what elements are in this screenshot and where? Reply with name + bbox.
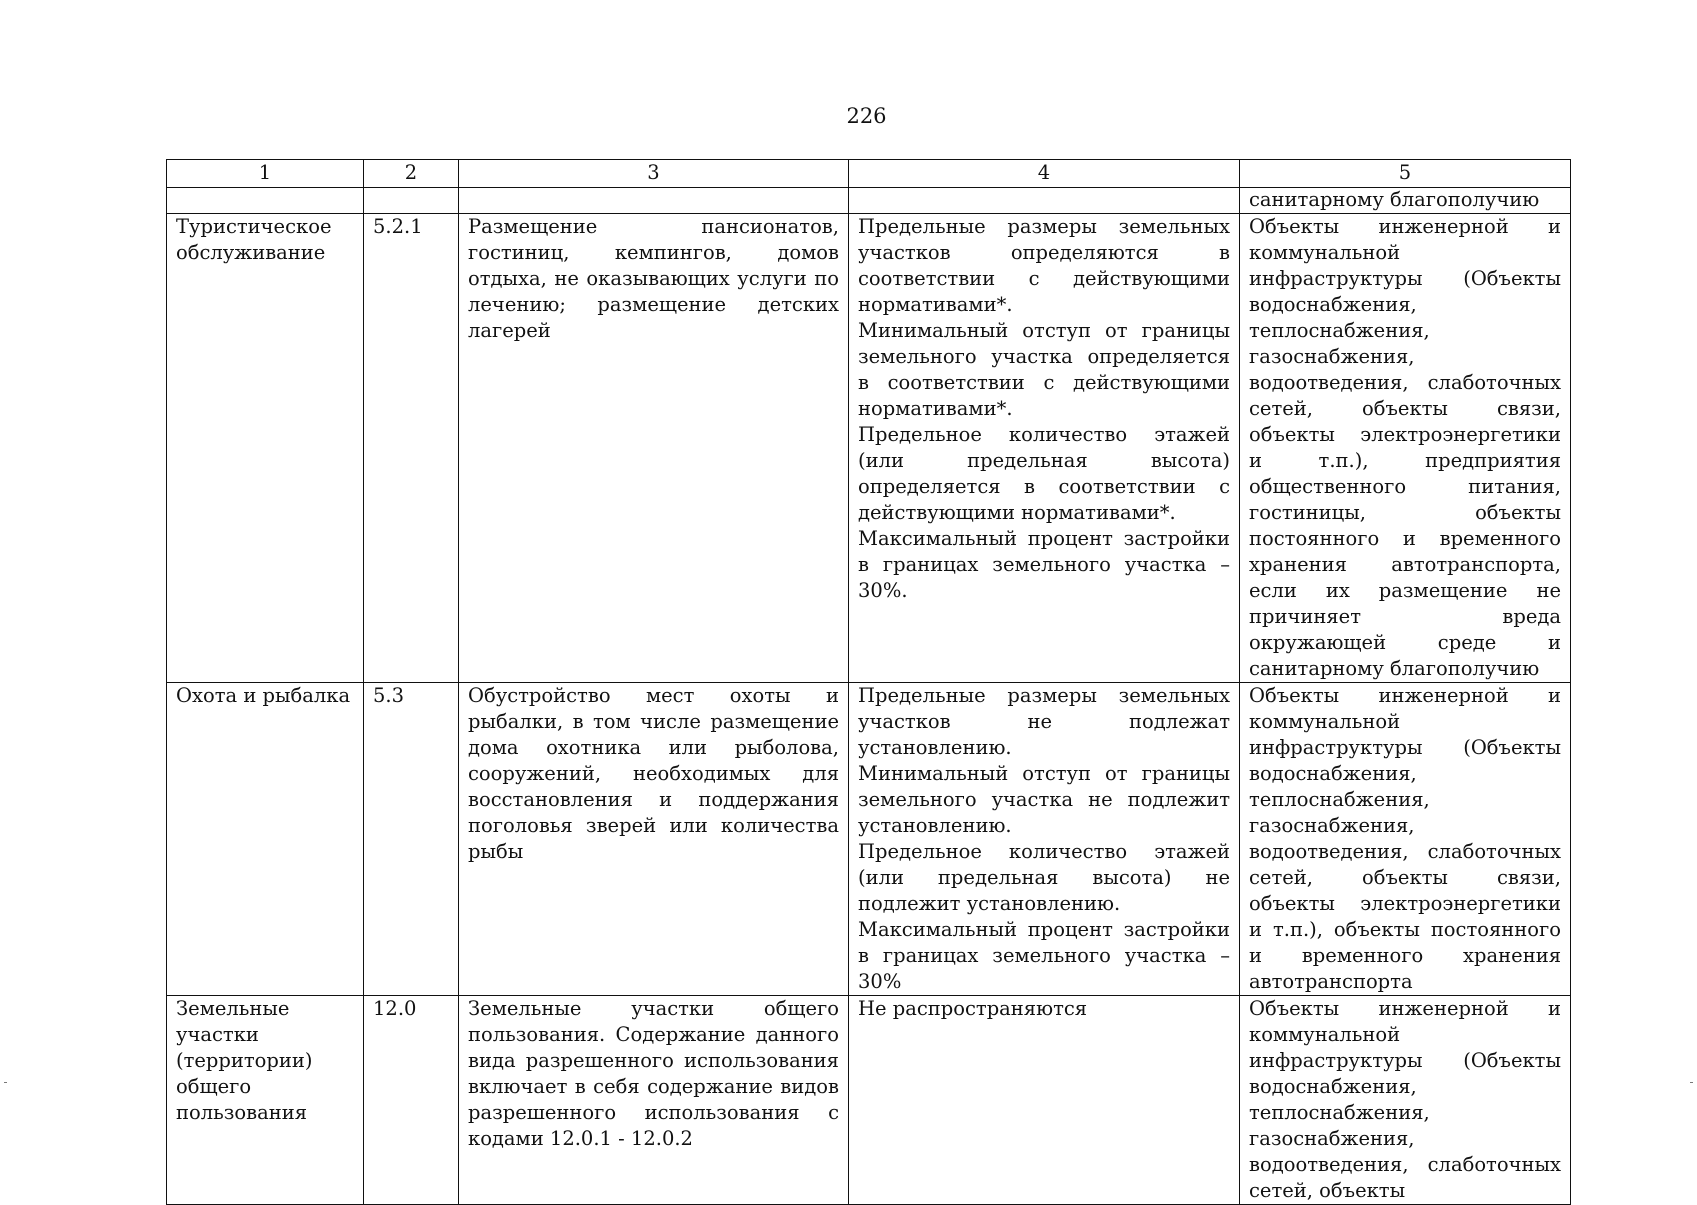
scan-mark bbox=[1690, 1082, 1693, 1083]
table-row bbox=[167, 214, 1571, 683]
parameter-text: Предельное количество этажей (или предельная высота) не подлежит установлению. bbox=[858, 840, 1230, 915]
parameter-text: Минимальный отступ от границы земельного участка определяется в соответствии с действующими нормативами*. bbox=[858, 319, 1230, 420]
parameter-text: Предельные размеры земельных участков определяются в соответствии с действующими нормативами*. bbox=[858, 215, 1230, 316]
parameter-text: Не распространяются bbox=[858, 997, 1088, 1020]
parameter-text: Минимальный отступ от границы земельного участка не подлежит установлению. bbox=[858, 762, 1230, 837]
header-row bbox=[167, 160, 1571, 188]
use-type-parameters bbox=[849, 214, 1240, 683]
use-type-code: 12.0 bbox=[364, 996, 459, 1205]
column-header: 5 bbox=[1240, 160, 1571, 188]
auxiliary-uses: Объекты инженерной и коммунальной инфраструктуры (Объекты водоснабжения, теплоснабжения, газоснабжения, водоотведения, слаботочных сетей, объекты bbox=[1240, 996, 1571, 1205]
column-header: 1 bbox=[167, 160, 364, 188]
page-number: 226 bbox=[846, 104, 887, 128]
table-row bbox=[167, 683, 1571, 996]
table-cell: санитарному благополучию bbox=[1240, 188, 1571, 214]
scan-mark bbox=[4, 1082, 7, 1083]
use-type-name: Земельные участки (территории) общего пользования bbox=[167, 996, 364, 1205]
column-header: 4 bbox=[849, 160, 1240, 188]
use-type-name: Охота и рыбалка bbox=[167, 683, 364, 996]
auxiliary-uses: Объекты инженерной и коммунальной инфраструктуры (Объекты водоснабжения, теплоснабжения, газоснабжения, водоотведения, слаботочных сетей, объекты связи, объекты электроэнергетики и т.п.), объекты постоянного и временного хранения автотранспорта bbox=[1240, 683, 1571, 996]
use-type-description: Обустройство мест охоты и рыбалки, в том числе размещение дома охотника или рыболова, сооружений, необходимых для восстановления и поддержания поголовья зверей или количества рыбы bbox=[459, 683, 849, 996]
table-header bbox=[167, 160, 1571, 188]
table-cell bbox=[167, 188, 364, 214]
parameter-text: Максимальный процент застройки в границах земельного участка – 30% bbox=[858, 918, 1230, 993]
continuation-row bbox=[167, 188, 1571, 214]
parameter-text: Предельное количество этажей (или предельная высота) определяется в соответствии с действующими нормативами*. bbox=[858, 423, 1230, 524]
table-cell bbox=[459, 188, 849, 214]
use-type-parameters bbox=[849, 683, 1240, 996]
use-type-name: Туристическое обслуживание bbox=[167, 214, 364, 683]
column-header: 3 bbox=[459, 160, 849, 188]
auxiliary-uses: Объекты инженерной и коммунальной инфраструктуры (Объекты водоснабжения, теплоснабжения, газоснабжения, водоотведения, слаботочных сетей, объекты связи, объекты электроэнергетики и т.п.), предприятия общественного питания, гостиницы, объекты постоянного и временного хранения автотранспорта, если их размещение не причиняет вреда окружающей среде и санитарному благополучию bbox=[1240, 214, 1571, 683]
parameter-text: Предельные размеры земельных участков не подлежат установлению. bbox=[858, 684, 1230, 759]
land-use-table bbox=[166, 159, 1571, 1205]
table-cell bbox=[364, 188, 459, 214]
use-type-description: Земельные участки общего пользования. Содержание данного вида разрешенного использования включает в себя содержание видов разрешенного использования с кодами 12.0.1 - 12.0.2 bbox=[459, 996, 849, 1205]
use-type-code: 5.2.1 bbox=[364, 214, 459, 683]
use-type-parameters bbox=[849, 996, 1240, 1205]
use-type-code: 5.3 bbox=[364, 683, 459, 996]
use-type-description: Размещение пансионатов, гостиниц, кемпингов, домов отдыха, не оказывающих услуги по лечению; размещение детских лагерей bbox=[459, 214, 849, 683]
table-cell bbox=[849, 188, 1240, 214]
table-row bbox=[167, 996, 1571, 1205]
parameter-text: Максимальный процент застройки в границах земельного участка – 30%. bbox=[858, 527, 1230, 602]
column-header: 2 bbox=[364, 160, 459, 188]
